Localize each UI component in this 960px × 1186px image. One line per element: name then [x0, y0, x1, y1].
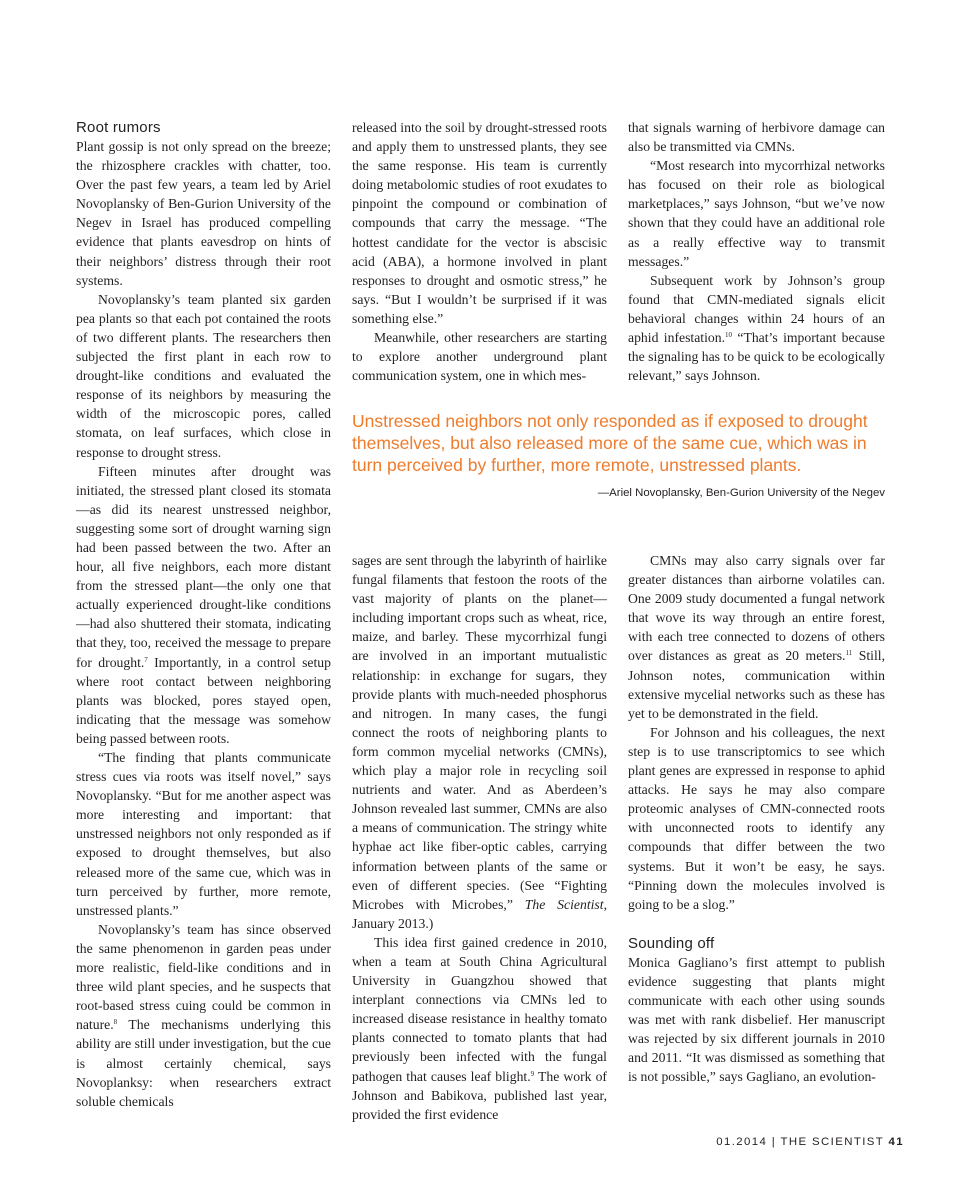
- paragraph-text: Novoplansky’s team has since observed the same phenomenon in garden peas under more realistic, field-like conditions and in three wild plant species, and he suspects that root-based stress cuing could be common in nature.: [76, 921, 331, 1033]
- pull-quote-attribution: —Ariel Novoplansky, Ben-Gurion University of the Negev: [597, 487, 885, 500]
- paragraph-text: This idea first gained credence in 2010, when a team at South China Agricultural University in Guangzhou showed that interplant connections via CMNs led to increased disease resistance in healthy tomato plants connected to tomato plants that had previously been infected with the fungal pathogen that causes leaf blight.: [352, 934, 607, 1084]
- paragraph-text: CMNs may also carry signals over far greater distances than airborne volatiles can. One 2009 study documented a fungal network that wove its way through an entire forest, with each tree connected to dozens of others over distances as great as 20 meters.: [628, 553, 885, 664]
- paragraph-text: Subsequent work by Johnson’s group found that CMN-mediated signals elicit behavioral changes within 24 hours of an aphid infestation.: [628, 272, 885, 346]
- article-column-3-top: [628, 118, 885, 385]
- paragraph: “Most research into mycorrhizal networks has focused on their role as biological marketplaces,” says Johnson, “but we’ve now shown that they could have an additional role as a really effective way to transmit messages.”: [628, 158, 885, 269]
- article-column-3-bottom: [628, 551, 885, 1086]
- page-number: 41: [888, 1136, 904, 1148]
- pull-quote-block: [352, 411, 885, 499]
- article-column-2-bottom: [352, 551, 607, 1124]
- paragraph: [628, 551, 885, 723]
- paragraph-text: Importantly, in a control setup where root contact between neighboring plants was blocked, pores stayed open, indicating that the message was somehow being passed between roots.: [76, 654, 331, 746]
- reference-marker: 9: [530, 1069, 535, 1078]
- paragraph-text: sages are sent through the labyrinth of hairlike fungal filaments that festoon the roots of the vast majority of plants on the planet—including important crops such as wheat, rice, maize, and barley. These mycorrhizal fungi are involved in an important mutualistic relationship: in exchange for sugars, they provide plants with much-needed phosphorus and nitrogen. In many cases, the fungi connect the roots of neighboring plants to form common mycelial networks (CMNs), which play a major role in recycling soil nutrients and water. And as Aberdeen’s Johnson revealed last summer, CMNs are also a means of communication. The stringy white hyphae act like fiber-optic cables, carrying information between plants of the same or even of different species. (See “Fighting Microbes with Microbes,”: [352, 553, 607, 912]
- paragraph: [76, 920, 331, 1111]
- paragraph: [76, 462, 331, 748]
- paragraph: [628, 271, 885, 386]
- paragraph: Meanwhile, other researchers are starting to explore another underground plant communication system, one in which mes-: [352, 330, 607, 384]
- paragraph: that signals warning of herbivore damage can also be transmitted via CMNs.: [628, 120, 885, 155]
- paragraph: “The finding that plants communicate stress cues via roots was itself novel,” says Novoplansky. “But for me another aspect was more interesting and important: that unstressed neighbors not only responded as if exposed to drought themselves, but also released more of the same cue, which was in turn perceived by further, more remote, unstressed plants.”: [76, 750, 331, 918]
- article-column-2-top: [352, 118, 607, 385]
- section-heading-root-rumors: Root rumors: [76, 119, 161, 136]
- reference-marker: 7: [144, 655, 148, 664]
- issue-label: 01.2014 | THE SCIENTIST: [716, 1136, 884, 1148]
- paragraph: [352, 933, 607, 1124]
- paragraph: For Johnson and his colleagues, the next step is to use transcriptomics to see which plant genes are expressed in response to aphid attacks. He says he may also compare proteomic analyses of CMN-connected roots with unconnected roots to identify any compounds that differ between the two systems. But it won’t be easy, he says. “Pinning down the molecules involved is going to be a slog.”: [628, 724, 885, 912]
- paragraph-text: The work of Johnson and Babikova, published last year, provided the first evidence: [352, 1068, 607, 1122]
- paragraph: Monica Gagliano’s first attempt to publish evidence suggesting that plants might communicate with each other using sounds was met with rank disbelief. Her manuscript was rejected by six different journals in 2010 and 2011. “It was dismissed as something that is not possible,” says Gagliano, an evolution-: [628, 954, 885, 1085]
- section-heading-sounding-off: Sounding off: [628, 934, 715, 952]
- paragraph-text: , January 2013.): [352, 896, 607, 931]
- reference-marker: 11: [845, 649, 853, 658]
- pull-quote: Unstressed neighbors not only responded as if exposed to drought themselves, but also released more of the same cue, which was in turn perceived by further, more remote, unstressed plants.: [352, 411, 868, 475]
- reference-marker: 10: [725, 331, 732, 340]
- paragraph: Novoplansky’s team planted six garden pea plants so that each pot contained the roots of two different plants. The researchers then subjected the first plant in each row to drought-like conditions and evaluated the response of its neighbors by measuring the width of the microscopic pores, called stomata, on leaf surfaces, which close in response to drought stress.: [76, 291, 331, 460]
- paragraph-text: Still, Johnson notes, communication within extensive mycelial networks such as these has yet to be demonstrated in the field.: [628, 648, 886, 721]
- paragraph: [352, 551, 607, 933]
- reference-marker: 8: [113, 1018, 118, 1027]
- page-footer: [716, 1136, 904, 1148]
- paragraph-text: The mechanisms underlying this ability are still under investigation, but the cue is almost certainly chemical, says Novoplanksy: when researchers extract soluble chemicals: [76, 1017, 331, 1109]
- paragraph: Plant gossip is not only spread on the breeze; the rhizosphere crackles with chatter, too. Over the past few years, a team led by Ariel Novoplansky of Ben-Gurion University of the Negev in Israel has produced compelling evidence that plants eavesdrop on hints of their neighbors’ distress through their root systems.: [76, 139, 331, 288]
- paragraph: released into the soil by drought-stressed roots and apply them to unstressed plants, they see the same response. His team is currently doing metabolomic studies of root exudates to pinpoint the compound or combination of compounds that carry the message. “The hottest candidate for the vector is abscisic acid (ABA), a hormone involved in plant responses to drought and osmotic stress,” he says. “But I wouldn’t be surprised if it was something else.”: [352, 120, 607, 326]
- paragraph-text: Fifteen minutes after drought was initiated, the stressed plant closed its stomata—as did its nearest unstressed neighbor, suggesting some sort of drought warning sign had been passed between the two. After an hour, all five neighbors, each more distant from the stressed plant—the only one that actually experienced drought-like conditions—had also shuttered their stomata, indicating that they, too, received the message to prepare for drought.: [76, 463, 331, 670]
- paragraph-text: “That’s important because the signaling has to be quick to be ecologically relevant,” says Johnson.: [628, 330, 885, 384]
- publication-title: The Scientist: [524, 896, 604, 912]
- article-column-1: [76, 118, 331, 1111]
